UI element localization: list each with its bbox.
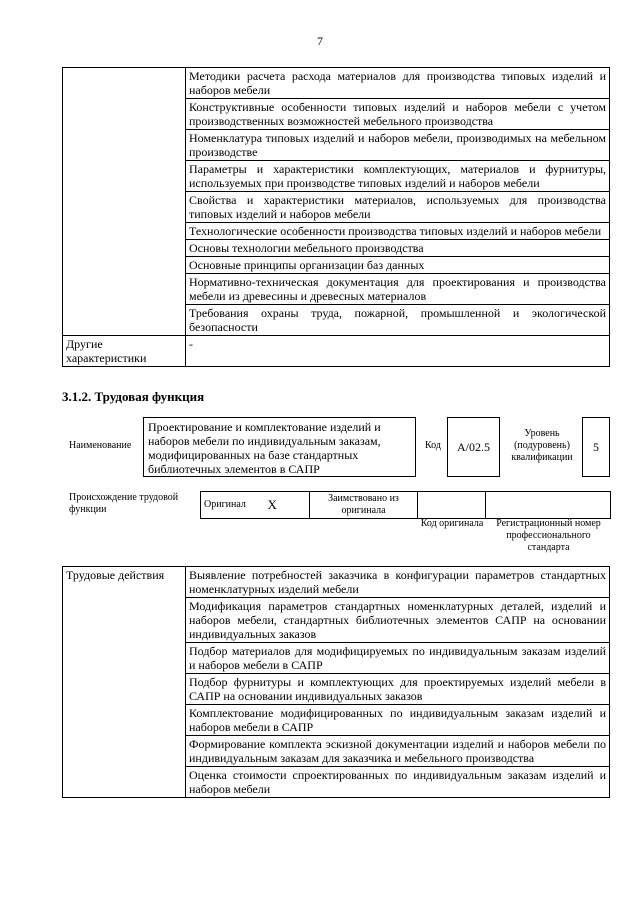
knowledge-item: Параметры и характеристики комплектующих, материалов и фурнитуры, используемых при производстве типовых изделий и наборов мебели (186, 161, 610, 192)
knowledge-item: Номенклатура типовых изделий и наборов мебели, производимых на мебельном производстве (186, 130, 610, 161)
knowledge-item: Технологические особенности производства типовых изделий и наборов мебели (186, 223, 610, 240)
page-number: 7 (317, 34, 323, 48)
labor-action-item: Подбор фурнитуры и комплектующих для проектируемых изделий мебели в САПР на основании индивидуальных заказов (186, 674, 610, 705)
knowledge-item: Требования охраны труда, пожарной, промышленной и экологической безопасности (186, 305, 610, 336)
labor-actions-table (62, 566, 610, 798)
original-mark: X (265, 492, 310, 519)
function-name-value: Проектирование и комплектование изделий и наборов мебели по индивидуальным заказам, модифицированных на базе стандартных библиотечных элементов в САПР (143, 417, 416, 477)
labor-action-item: Подбор материалов для модифицируемых по индивидуальным заказам изделий и наборов мебели в САПР (186, 643, 610, 674)
origin-label: Происхождение трудовой функции (69, 492, 179, 515)
knowledge-item: Методики расчета расхода материалов для производства типовых изделий и наборов мебели (186, 68, 610, 99)
knowledge-item: Свойства и характеристики материалов, используемых для производства типовых изделий и наборов мебели (186, 192, 610, 223)
table-row (63, 68, 610, 99)
labor-action-item: Комплектование модифицированных по индивидуальным заказам изделий и наборов мебели в САПР (186, 705, 610, 736)
labor-action-item: Выявление потребностей заказчика в конфигурации параметров стандартных номенклатурных изделий мебели (186, 567, 610, 598)
original-code-cell (418, 492, 486, 519)
section-title: 3.1.2. Трудовая функция (62, 389, 205, 404)
registration-number-caption: Регистрационный номер профессионального стандарта (496, 518, 601, 553)
knowledge-item: Основные принципы организации баз данных (186, 257, 610, 274)
knowledge-item: Основы технологии мебельного производства (186, 240, 610, 257)
other-characteristics-label: Другие характеристики (63, 336, 186, 367)
origin-table (200, 491, 611, 519)
qualification-level-label: Уровень (подуровень) квалификации (511, 428, 573, 463)
labor-actions-label: Трудовые действия (63, 567, 186, 798)
original-code-caption: Код оригинала (420, 518, 484, 529)
table-row (63, 336, 610, 367)
labor-action-item: Формирование комплекта эскизной документации изделий и наборов мебели по индивидуальным заказам для заказчика и мебельного производства (186, 736, 610, 767)
table-row (63, 567, 610, 598)
knowledge-table (62, 67, 610, 367)
name-label: Наименование (69, 440, 132, 451)
labor-action-item: Модификация параметров стандартных номенклатурных деталей, изделий и наборов мебели, стандартных библиотечных элементов САПР на основании индивидуальных заказов (186, 598, 610, 643)
registration-number-cell (486, 492, 611, 519)
knowledge-item: Нормативно-техническая документация для проектирования и производства мебели из древесины и древесных материалов (186, 274, 610, 305)
table-row (201, 492, 611, 519)
code-label: Код (425, 440, 441, 451)
borrowed-label: Заимствовано из оригинала (310, 492, 418, 519)
labor-action-item: Оценка стоимости спроектированных по индивидуальным заказам изделий и наборов мебели (186, 767, 610, 798)
knowledge-item: Конструктивные особенности типовых изделий и наборов мебели с учетом производственных возможностей мебельного производства (186, 99, 610, 130)
code-value: А/02.5 (447, 417, 500, 477)
qualification-level-value: 5 (582, 417, 610, 477)
knowledge-label-cell (63, 68, 186, 336)
original-label: Оригинал (201, 492, 265, 519)
other-characteristics-value: - (186, 336, 610, 367)
